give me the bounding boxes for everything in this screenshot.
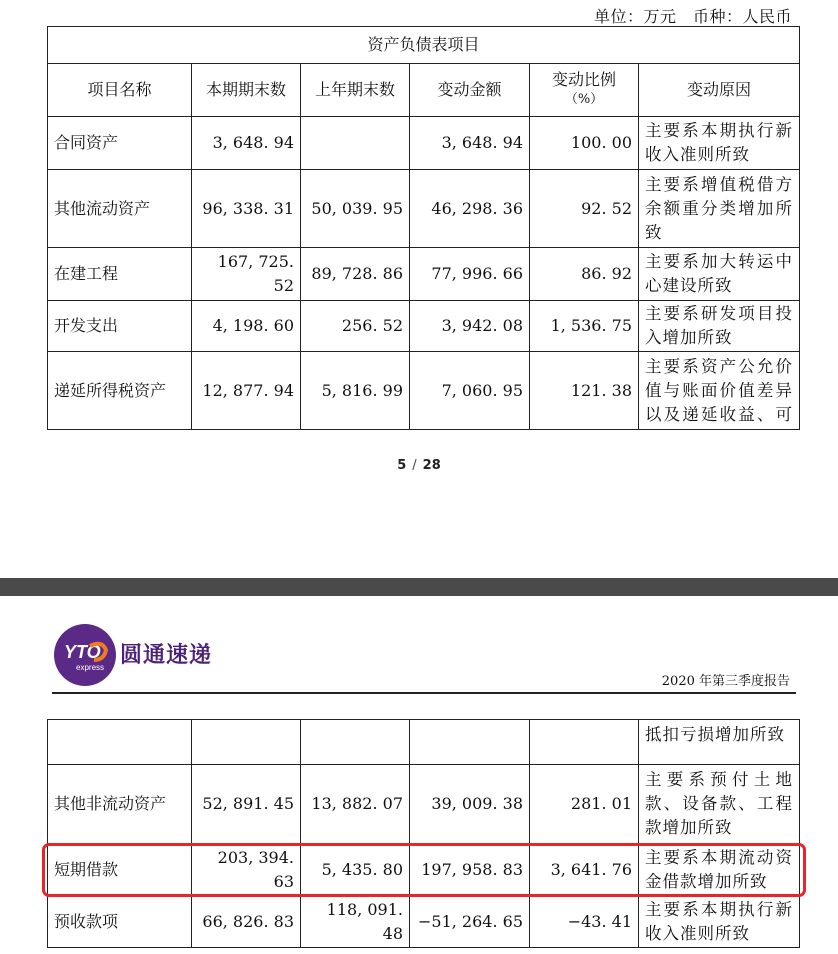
row-ratio: 86. 92 <box>530 248 639 301</box>
row-current: 96, 338. 31 <box>192 170 301 248</box>
table-row <box>48 352 800 430</box>
header-current-period: 本期期末数 <box>192 64 301 117</box>
reason-line: 以及递延收益、可 <box>645 404 794 424</box>
reason-line: 余额重分类增加所 <box>645 198 794 218</box>
row-current: 12, 877. 94 <box>192 352 301 430</box>
row-reason <box>639 248 800 301</box>
reason-line: 主要系加大转运中 <box>645 252 794 271</box>
row-current: 4, 198. 60 <box>192 301 301 352</box>
logo-mark-text: YTO <box>64 642 101 662</box>
reason-line: 值与账面价值差异 <box>645 380 794 400</box>
reason-line: 致 <box>645 222 663 242</box>
row-current: 52, 891. 45 <box>192 765 301 844</box>
reason-line: 主要系预付土地 <box>645 770 793 789</box>
row-change: 3, 648. 94 <box>410 117 530 170</box>
row-prior: 118, 091. 48 <box>301 896 410 948</box>
reason-line: 收入准则所致 <box>645 145 750 164</box>
row-ratio <box>530 720 639 765</box>
row-reason <box>639 301 800 352</box>
row-reason <box>639 352 800 430</box>
report-title: 2020 年第三季度报告 <box>661 674 790 689</box>
reason-line: 主要系本期流动资 <box>645 847 793 867</box>
row-prior: 256. 52 <box>301 301 410 352</box>
header-change-reason: 变动原因 <box>639 64 800 117</box>
reason-line: 主要系增值税借方 <box>645 174 794 194</box>
row-name: 合同资产 <box>48 117 192 170</box>
table-row <box>48 170 800 248</box>
row-name: 开发支出 <box>48 301 192 352</box>
table-row <box>48 765 800 844</box>
row-ratio: 3, 641. 76 <box>530 844 639 896</box>
row-ratio: 92. 52 <box>530 170 639 248</box>
balance-sheet-table <box>47 26 800 430</box>
row-reason <box>639 170 800 248</box>
document-page-6 <box>0 596 838 954</box>
row-reason <box>639 896 800 948</box>
reason-line: 主要系本期执行新 <box>645 899 793 919</box>
row-name: 在建工程 <box>48 248 192 301</box>
row-change: 197, 958. 83 <box>410 844 530 896</box>
header-prior-year: 上年期末数 <box>301 64 410 117</box>
row-change: 3, 942. 08 <box>410 301 530 352</box>
reason-line: 收入准则所致 <box>645 923 750 943</box>
row-current <box>192 720 301 765</box>
page-total: 28 <box>422 458 441 473</box>
row-ratio: 281. 01 <box>530 765 639 844</box>
row-ratio: 121. 38 <box>530 352 639 430</box>
company-name: 圆通速递 <box>120 643 213 668</box>
row-prior: 5, 435. 80 <box>301 844 410 896</box>
header-change-ratio <box>530 64 639 117</box>
row-name: 递延所得税资产 <box>48 352 192 430</box>
reason-line: 款、设备款、工程 <box>645 794 793 813</box>
reason-line: 主要系资产公允价 <box>645 356 794 376</box>
row-current: 66, 826. 83 <box>192 896 301 948</box>
row-prior <box>301 720 410 765</box>
row-ratio: −43. 41 <box>530 896 639 948</box>
logo-sub-text: express <box>76 663 105 672</box>
row-current: 3, 648. 94 <box>192 117 301 170</box>
row-change: −51, 264. 65 <box>410 896 530 948</box>
header-rule <box>52 692 796 694</box>
row-change <box>410 720 530 765</box>
header-change-amount: 变动金额 <box>410 64 530 117</box>
header-change-ratio-label: 变动比例 <box>551 70 616 89</box>
row-ratio: 100. 00 <box>530 117 639 170</box>
yto-logo-mark <box>54 624 116 686</box>
row-change: 7, 060. 95 <box>410 352 530 430</box>
page-divider <box>0 578 838 596</box>
row-reason <box>639 117 800 170</box>
balance-sheet-table-continued <box>47 719 800 948</box>
row-name: 预收款项 <box>48 896 192 948</box>
table-row <box>48 117 800 170</box>
reason-line: 抵扣亏损增加所致 <box>645 725 785 744</box>
row-name: 短期借款 <box>48 844 192 896</box>
row-reason <box>639 765 800 844</box>
unit-currency-line: 单位：万元 币种：人民币 <box>593 7 792 26</box>
row-change: 39, 009. 38 <box>410 765 530 844</box>
table-row <box>48 248 800 301</box>
reason-line: 主要系本期执行新 <box>645 121 794 140</box>
reason-line: 入增加所致 <box>645 328 733 347</box>
table-row <box>48 896 800 948</box>
reason-line: 金借款增加所致 <box>645 871 768 891</box>
reason-line: 主要系研发项目投 <box>645 304 794 323</box>
row-name: 其他流动资产 <box>48 170 192 248</box>
table-title: 资产负债表项目 <box>48 27 800 64</box>
row-reason <box>639 720 800 765</box>
page-number <box>0 458 838 473</box>
highlight-box <box>42 843 806 897</box>
row-prior: 5, 816. 99 <box>301 352 410 430</box>
row-change: 77, 996. 66 <box>410 248 530 301</box>
page-current: 5 <box>397 458 407 473</box>
row-prior: 89, 728. 86 <box>301 248 410 301</box>
row-name <box>48 720 192 765</box>
header-item-name: 项目名称 <box>48 64 192 117</box>
reason-line: 心建设所致 <box>645 276 733 295</box>
row-current: 167, 725. 52 <box>192 248 301 301</box>
row-ratio: 1, 536. 75 <box>530 301 639 352</box>
header-change-ratio-unit: （%） <box>564 92 604 107</box>
row-change: 46, 298. 36 <box>410 170 530 248</box>
row-prior: 13, 882. 07 <box>301 765 410 844</box>
yto-logo-icon <box>54 624 116 686</box>
row-prior: 50, 039. 95 <box>301 170 410 248</box>
row-current: 203, 394. 63 <box>192 844 301 896</box>
page-separator: / <box>412 458 417 473</box>
row-name: 其他非流动资产 <box>48 765 192 844</box>
row-prior <box>301 117 410 170</box>
table-row <box>48 301 800 352</box>
table-row <box>48 720 800 765</box>
reason-line: 款增加所致 <box>645 818 733 837</box>
